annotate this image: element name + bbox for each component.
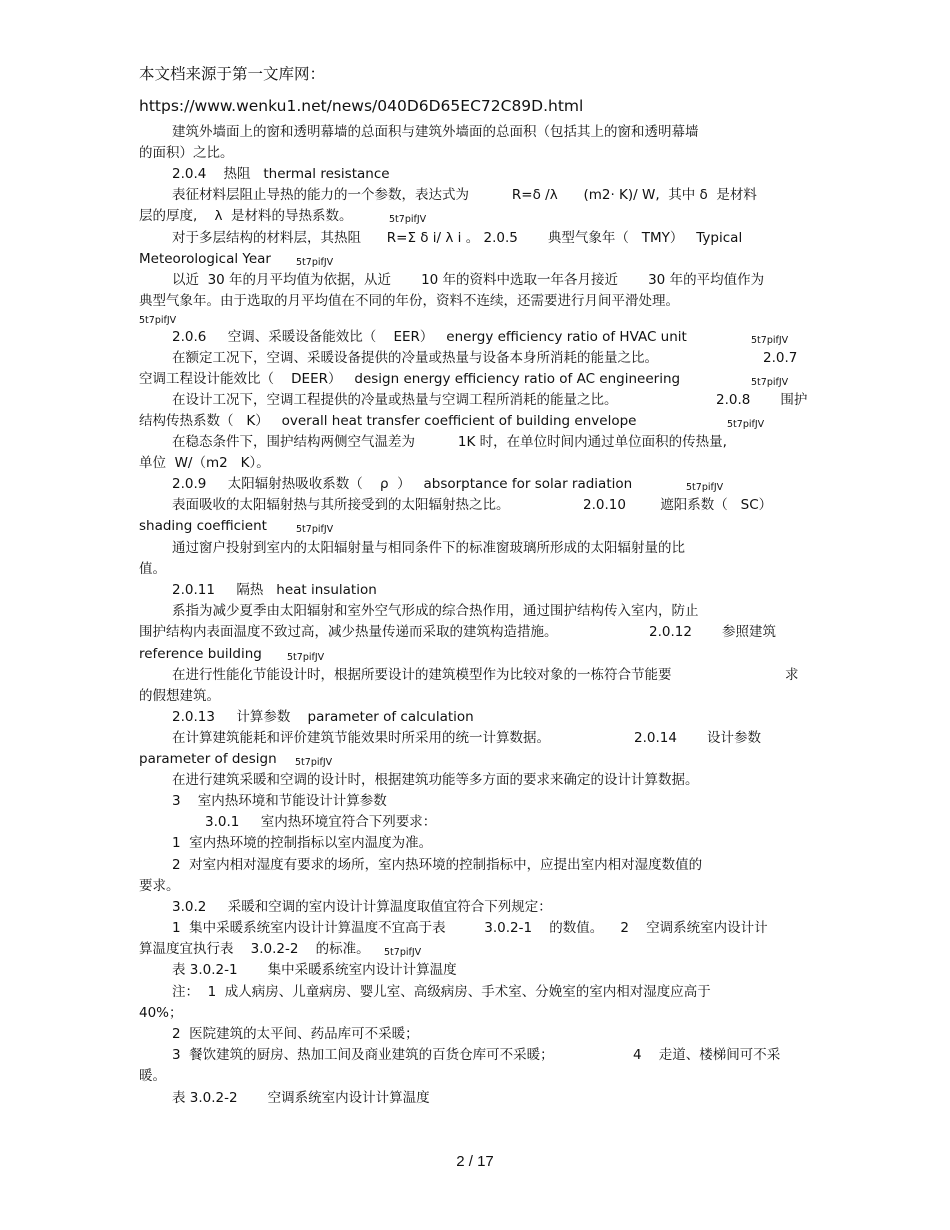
text-fragment: 2.0.8 围护 — [716, 392, 808, 408]
watermark: 5t7pifJV — [751, 335, 789, 346]
text-fragment: 4 走道、楼梯间可不采 — [633, 1047, 781, 1063]
watermark: 5t7pifJV — [727, 419, 765, 430]
text-line: shading coefficient — [139, 518, 267, 534]
watermark: 5t7pifJV — [389, 214, 427, 225]
text-line: 系指为减少夏季由太阳辐射和室外空气形成的综合热作用，通过围护结构传入室内，防止 — [172, 603, 699, 619]
section-heading: 3.0.1 室内热环境宜符合下列要求： — [205, 814, 437, 830]
text-line: 表面吸收的太阳辐射热与其所接受到的太阳辐射热之比。 — [172, 497, 510, 513]
watermark: 5t7pifJV — [139, 315, 177, 326]
text-line: 在进行性能化节能设计时，根据所要设计的建筑模型作为比较对象的一栋符合节能要 — [172, 667, 672, 683]
text-line: 要求。 — [139, 878, 180, 894]
text-fragment: 2.0.12 参照建筑 — [649, 624, 776, 640]
text-line: 3 餐饮建筑的厨房、热加工间及商业建筑的百货仓库可不采暖； — [172, 1047, 554, 1063]
text-line: 1 室内热环境的控制指标以室内温度为准。 — [172, 835, 433, 851]
text-line: 表征材料层阻止导热的能力的一个参数，表达式为 R=δ /λ (m2· K)/ W, 其中 δ 是材料 — [172, 187, 757, 203]
table-caption: 表 3.0.2-1 集中采暖系统室内设计计算温度 — [172, 962, 457, 978]
watermark: 5t7pifJV — [751, 377, 789, 388]
text-line: 对于多层结构的材料层，其热阻 R=Σ δ i/ λ i 。 2.0.5 典型气象年（ TMY） Typical — [172, 230, 743, 246]
watermark: 5t7pifJV — [296, 524, 334, 535]
text-line: 建筑外墙面上的窗和透明幕墙的总面积与建筑外墙面的总面积（包括其上的窗和透明幕墙 — [172, 124, 699, 140]
section-heading: 2.0.9 太阳辐射热吸收系数（ ρ ） absorptance for solar radiation — [172, 476, 633, 492]
text-line: 2 对室内相对湿度有要求的场所，室内热环境的控制指标中，应提出室内相对湿度数值的 — [172, 857, 703, 873]
text-line: 注： 1 成人病房、儿童病房、婴儿室、高级病房、手术室、分娩室的室内相对湿度应高于 — [172, 984, 711, 1000]
section-heading: 2.0.11 隔热 heat insulation — [172, 582, 377, 598]
text-fragment: 2.0.7 — [763, 350, 798, 366]
text-line: 单位 W/（m2 K）。 — [139, 455, 270, 471]
source-label: 本文档来源于第一文库网： — [139, 65, 326, 83]
text-line: 算温度宜执行表 3.0.2-2 的标准。 — [139, 941, 370, 957]
text-fragment: 2.0.10 遮阳系数（ SC） — [583, 497, 773, 513]
text-line: 值。 — [139, 561, 166, 577]
text-line: parameter of design — [139, 751, 277, 767]
text-line: 在稳态条件下，围护结构两侧空气温差为 1K 时，在单位时间内通过单位面积的传热量, — [172, 434, 727, 450]
text-line: 40%； — [139, 1005, 183, 1021]
section-heading: 2.0.4 热阻 thermal resistance — [172, 166, 390, 182]
text-line: 2 医院建筑的太平间、药品库可不采暖； — [172, 1026, 419, 1042]
text-line: 层的厚度, λ 是材料的导热系数。 — [139, 208, 353, 224]
page-number: 2 / 17 — [456, 1153, 494, 1170]
text-line: 在进行建筑采暖和空调的设计时，根据建筑功能等多方面的要求来确定的设计计算数据。 — [172, 772, 699, 788]
text-line: 在额定工况下，空调、采暖设备提供的冷量或热量与设备本身所消耗的能量之比。 — [172, 350, 658, 366]
text-line: 的假想建筑。 — [139, 688, 220, 704]
text-line: 典型气象年。由于选取的月平均值在不同的年份，资料不连续，还需要进行月间平滑处理。 — [139, 293, 679, 309]
text-fragment: 2.0.14 设计参数 — [634, 730, 761, 746]
source-url[interactable]: https://www.wenku1.net/news/040D6D65EC72C89D.html — [139, 97, 584, 115]
text-line: 暖。 — [139, 1068, 166, 1084]
section-heading: 2.0.6 空调、采暖设备能效比（ EER） energy efficiency ratio of HVAC unit — [172, 329, 687, 345]
text-line: 通过窗户投射到室内的太阳辐射量与相同条件下的标准窗玻璃所形成的太阳辐射量的比 — [172, 540, 685, 556]
watermark: 5t7pifJV — [384, 947, 422, 958]
text-fragment: 求 — [785, 667, 799, 683]
text-line: 以近 30 年的月平均值为依据，从近 10 年的资料中选取一年各月接近 30 年的平均值作为 — [172, 272, 765, 288]
text-line: 的面积）之比。 — [139, 145, 234, 161]
text-line: 在计算建筑能耗和评价建筑节能效果时所采用的统一计算数据。 — [172, 730, 550, 746]
watermark: 5t7pifJV — [296, 257, 334, 268]
text-line: 1 集中采暖系统室内设计计算温度不宜高于表 3.0.2-1 的数值。 2 空调系统室内设计计 — [172, 920, 768, 936]
section-heading: 3.0.2 采暖和空调的室内设计计算温度取值宜符合下列规定： — [172, 899, 552, 915]
section-heading: 2.0.13 计算参数 parameter of calculation — [172, 709, 474, 725]
watermark: 5t7pifJV — [287, 652, 325, 663]
text-line: 在设计工况下，空调工程提供的冷量或热量与空调工程所消耗的能量之比。 — [172, 392, 618, 408]
text-line: 围护结构内表面温度不致过高，减少热量传递而采取的建筑构造措施。 — [139, 624, 558, 640]
section-heading: 3 室内热环境和节能设计计算参数 — [172, 793, 387, 809]
text-line: 结构传热系数（ K） overall heat transfer coefficient of building envelope — [139, 413, 637, 429]
text-line: 空调工程设计能效比（ DEER） design energy efficiency ratio of AC engineering — [139, 371, 681, 387]
table-caption: 表 3.0.2-2 空调系统室内设计计算温度 — [172, 1090, 430, 1106]
text-line: reference building — [139, 646, 262, 662]
watermark: 5t7pifJV — [686, 482, 724, 493]
watermark: 5t7pifJV — [295, 757, 333, 768]
text-line: Meteorological Year — [139, 251, 271, 267]
